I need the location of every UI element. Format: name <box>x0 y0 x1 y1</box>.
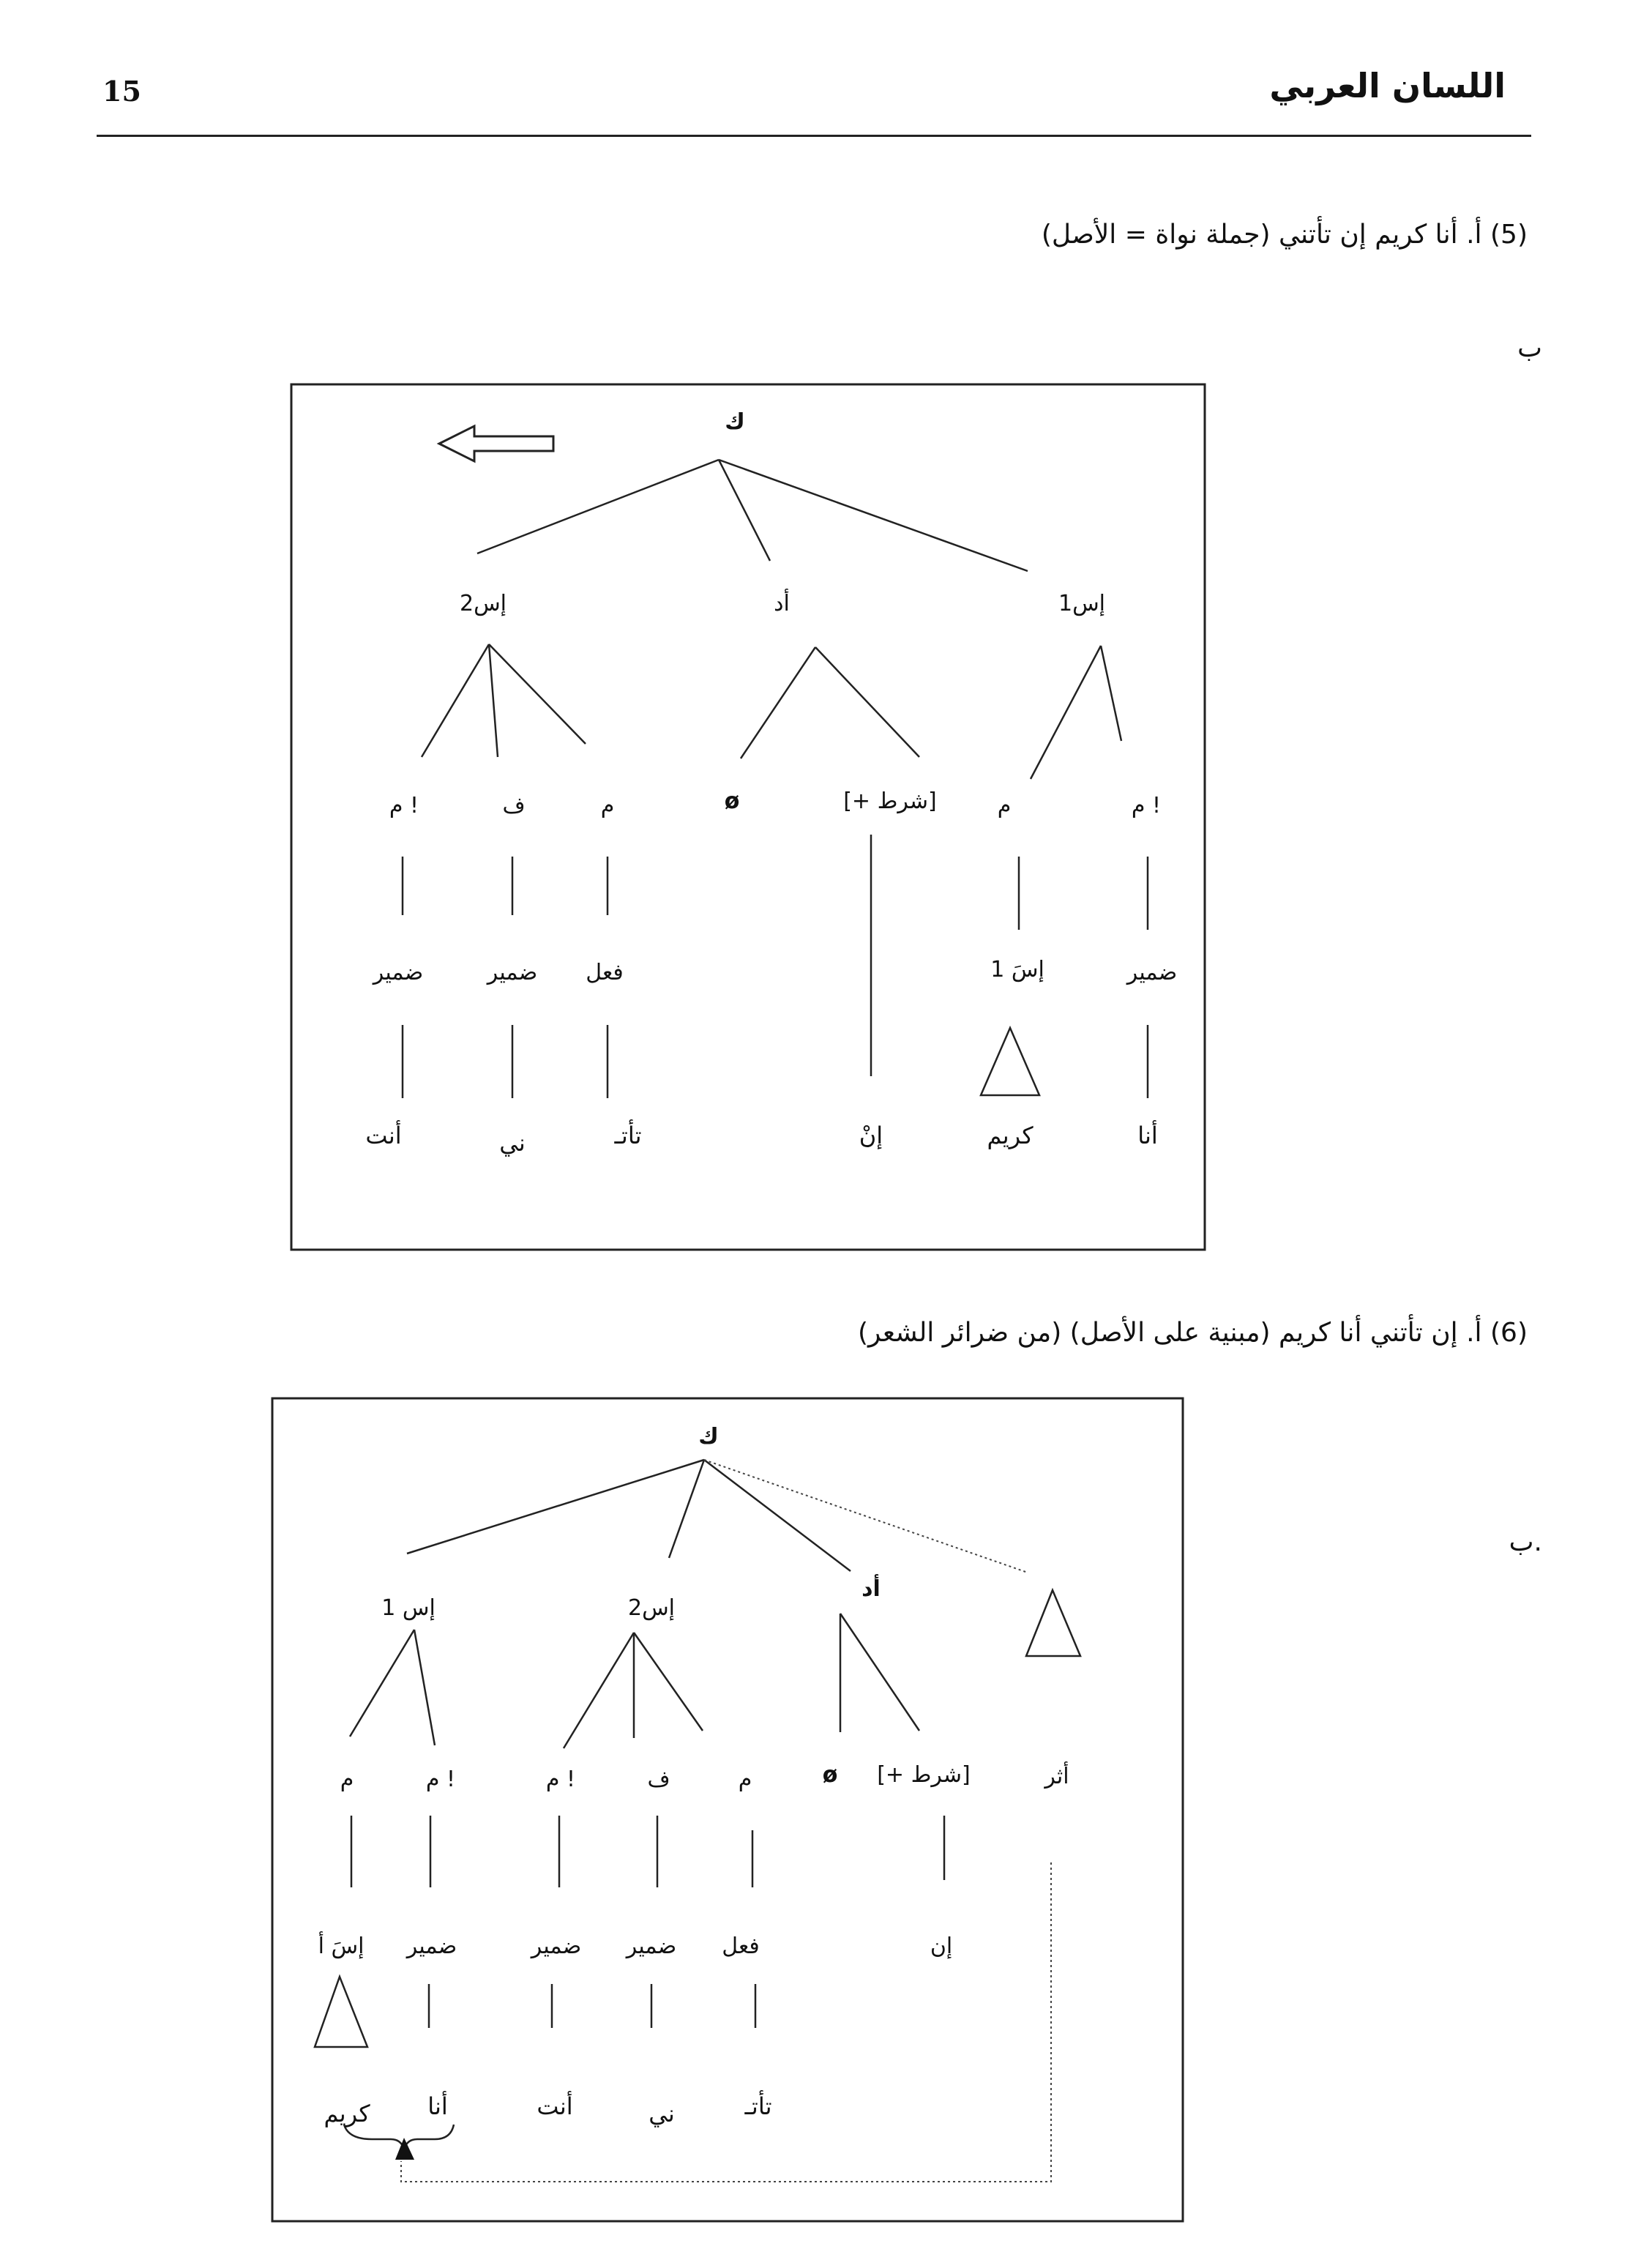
tree-word: كريم <box>324 2100 370 2127</box>
triangle-icon <box>1026 1590 1080 1656</box>
tree-root: ك <box>698 1424 719 1450</box>
movement-bracket <box>344 2125 454 2149</box>
example5-sublabel: ب <box>1517 333 1542 363</box>
tree-node-damir: ضمير <box>406 1933 457 1959</box>
tree-root: ك <box>725 409 745 435</box>
tree-node-empty: ø <box>724 788 740 814</box>
tree-node-shart: [+ شرط] <box>877 1762 971 1788</box>
tree-node-f: ف <box>647 1767 670 1792</box>
tree-node-f: ف <box>502 793 526 818</box>
diagram-frame <box>272 1398 1183 2221</box>
tree-node-ad: أد <box>861 1576 881 1602</box>
tree-node-in: إن <box>930 1933 953 1959</box>
tree-word: أنا <box>427 2092 448 2120</box>
tree-node-empty: ø <box>822 1762 838 1788</box>
tree-node-damir: ضمير <box>1126 960 1178 985</box>
tree-word: أنت <box>365 1122 402 1149</box>
tree-node-fil: فعل <box>586 960 624 985</box>
tree-node-ns2: إس2 <box>627 1595 676 1621</box>
tree-node-m-bang: م ! <box>389 793 419 818</box>
example5-caption: (5) أ. أنا كريم إن تأتني (جملة نواة = الأصل) <box>1041 220 1528 250</box>
tree-node-damir: ضمير <box>373 960 424 985</box>
tree-word: تأتـ <box>614 1122 642 1149</box>
journal-title: اللسان العربي <box>1269 66 1506 105</box>
tree-node-ns1: إس1 <box>1058 591 1106 616</box>
tree-node-m: م <box>738 1767 752 1792</box>
tree-node-ns1-bar: إسَ 1 <box>990 957 1044 982</box>
example6-caption: (6) أ. إن تأتني أنا كريم (مبنية على الأصل) (من ضرائر الشعر) <box>857 1318 1528 1348</box>
tree-node-damir: ضمير <box>626 1933 677 1959</box>
tree-node-m: م <box>997 793 1012 818</box>
tree-word: ني <box>649 2100 675 2127</box>
tree-word: أنت <box>537 2092 573 2120</box>
tree-node-ns2: إس2 <box>459 591 507 616</box>
page-number: 15 <box>102 75 141 108</box>
tree-node-damir: ضمير <box>487 960 538 985</box>
tree-node-ns1: إس 1 <box>381 1595 436 1621</box>
example6-sublabel: ب. <box>1509 1527 1542 1557</box>
tree-node-athar: أثر <box>1044 1764 1069 1789</box>
tree-node-m: م <box>340 1767 354 1792</box>
tree-node-ad: أد <box>774 591 790 616</box>
tree-node-shart: [+ شرط] <box>843 788 937 814</box>
tree-node-m-bang: م ! <box>1131 793 1162 818</box>
trace-path <box>401 1862 1051 2182</box>
tree-node-m-bang: م ! <box>425 1767 456 1792</box>
tree-word: إنْ <box>859 1122 883 1149</box>
tree-word: أنا <box>1137 1122 1158 1149</box>
tree-node-fil: فعل <box>722 1933 760 1959</box>
triangle-icon <box>315 1977 367 2047</box>
tree-word: تأتـ <box>744 2092 772 2120</box>
tree-node-m-bang: م ! <box>545 1767 576 1792</box>
tree-node-damir: ضمير <box>531 1933 582 1959</box>
tree-node-ns1-bar: إسَ أ <box>318 1933 365 1959</box>
tree-word: كريم <box>987 1122 1034 1149</box>
tree-node-m: م <box>600 793 615 818</box>
tree-word: ني <box>499 1129 526 1157</box>
